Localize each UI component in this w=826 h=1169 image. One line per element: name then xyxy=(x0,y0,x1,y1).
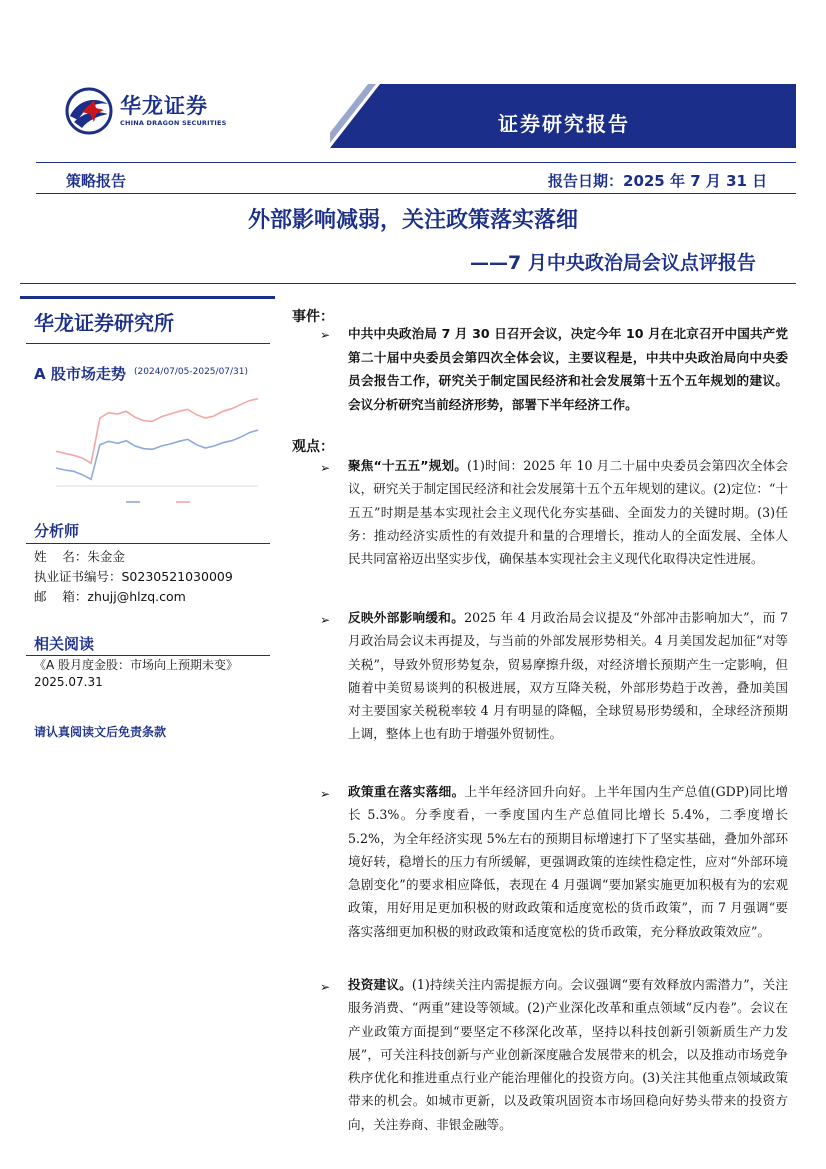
related-report-link[interactable]: 《A 股月度金股：市场向上预期未变》 xyxy=(34,658,239,672)
point-text: (1)持续关注内需提振方向。会议强调“要有效释放内需潜力”，关注服务消费、“两重”建设等领域。(2)产业深化改革和重点领域“反内卷”。会议在产业政策方面提到“要坚定不移深化改革，坚持以科技创新引领新质生产力发展”，可关注科技创新与产业创新深度融合发展带来的机会，以及推动市场竞争秩序优化和推进重点行业产能治理催化的投资方向。(3)关注其他重点领域政策带来的机会。如城市更新，以及政策巩固资本市场回稳向好势头带来的投资方向，关注券商、非银金融等。 xyxy=(348,977,789,1132)
logo-name: 华龙证券 xyxy=(120,94,208,118)
title-divider xyxy=(20,283,796,284)
event-label: 事件： xyxy=(292,309,334,325)
brand-logo xyxy=(64,86,244,138)
arrow-bullet-icon: ➢ xyxy=(320,787,331,801)
market-chart-svg xyxy=(26,386,270,514)
point-lead: 投资建议。 xyxy=(348,977,412,992)
report-date: 报告日期：2025 年 7 月 31 日 xyxy=(548,172,768,190)
event-paragraph: 中共中央政治局 7 月 30 日召开会议，决定今年 10 月在北京召开中国共产党第二十届中央委员会第四次全体会议，主要议程是，中共中央政治局向中央委员会报告工作，研究关于制定国民经济和社会发展第十五个五年规划的建议。会议分析研究当前经济形势，部署下半年经济工作。 xyxy=(348,326,788,412)
market-trend-range: (2024/07/05-2025/07/31) xyxy=(134,367,249,377)
point-text: 上半年经济回升向好。上半年国内生产总值(GDP)同比增长 5.3%。分季度看，一季度国内生产总值同比增长 5.4%，二季度增长 5.2%，为全年经济实现 5%左右的预期目标增速打下了坚实基础，叠加外部环境好转，稳增长的压力有所缓解，更强调政策的连续性稳定性，应对“外部环境急剧变化”的要求相应降低，表现在 4 月强调“要加紧实施更加积极有为的宏观政策，用好用足更加积极的财政政策和适度宽松的货币政策”，而 7 月强调“要落实落细更加积极的财政政策和适度宽松的货币政策，充分释放政策效应”。 xyxy=(348,784,788,939)
institute-name: 华龙证券研究所 xyxy=(34,311,174,335)
views-label: 观点： xyxy=(292,439,334,455)
analyst-section-title: 分析师 xyxy=(34,522,80,540)
point-lead: 政策重在落实落细。 xyxy=(348,784,465,799)
point-paragraph xyxy=(348,780,788,943)
point-text: (1)时间：2025 年 10 月二十届中央委员会第四次全体会议，研究关于制定国民经济和社会发展第十五个五年规划的建议。(2)定位：“十五五”时期是基本实现社会主义现代化夯实基础、全面发力的关键时期。(3)任务：推动经济实质性的有效提升和量的合理增长，推动人的全面发展、全体人民共同富裕迈出坚实步伐，确保基本实现社会主义现代化取得决定性进展。 xyxy=(348,458,788,567)
point-paragraph xyxy=(348,606,788,746)
point-lead: 反映外部影响缓和。 xyxy=(348,610,465,625)
report-title: 外部影响减弱，关注政策落实落细 xyxy=(248,208,579,233)
subheader-divider xyxy=(36,193,796,194)
market-trend-title: A 股市场走势 xyxy=(34,365,126,383)
analyst-name: 姓 名：朱金金 xyxy=(34,549,125,564)
disclaimer-note: 请认真阅读文后免责条款 xyxy=(34,725,167,739)
dragon-logo-icon xyxy=(64,86,114,136)
report-subtitle: ——7 月中央政治局会议点评报告 xyxy=(470,252,756,274)
chart-series-line-0 xyxy=(56,430,258,479)
analyst-divider xyxy=(26,543,270,544)
point-lead: 聚焦“十五五”规划。 xyxy=(348,458,468,473)
report-type: 策略报告 xyxy=(66,172,127,190)
analyst-cert: 执业证书编号：S0230521030009 xyxy=(34,569,233,584)
point-text: 2025 年 4 月政治局会议提及“外部冲击影响加大”，而 7 月政治局会议未再提及，与当前的外部发展形势相关。4 月美国发起加征“对等关税”，导致外贸形势复杂，贸易摩擦升级，对经济增长预期产生一定影响，但随着中美贸易谈判的积极进展，双方互降关税，外部形势趋于改善，叠加美国对主要国家关税税率较 4 月有明显的降幅，全球贸易形势缓和，全球经济预期上调，整体上也有助于增强外贸韧性。 xyxy=(348,610,789,742)
related-report-date: 2025.07.31 xyxy=(34,675,103,689)
arrow-bullet-icon: ➢ xyxy=(320,461,331,475)
arrow-bullet-icon: ➢ xyxy=(320,613,331,627)
related-reading-title: 相关阅读 xyxy=(34,635,95,653)
banner-title: 证券研究报告 xyxy=(498,112,630,136)
header-divider xyxy=(36,162,796,163)
institute-divider xyxy=(26,343,270,344)
arrow-bullet-icon: ➢ xyxy=(320,328,331,342)
point-paragraph xyxy=(348,454,788,570)
market-trend-chart xyxy=(26,386,270,514)
chart-series-line-1 xyxy=(56,399,258,464)
analyst-email[interactable]: 邮 箱：zhujj@hlzq.com xyxy=(34,589,186,604)
logo-english-name: CHINA DRAGON SECURITIES xyxy=(120,119,227,127)
arrow-bullet-icon: ➢ xyxy=(320,980,331,994)
point-paragraph xyxy=(348,973,788,1136)
